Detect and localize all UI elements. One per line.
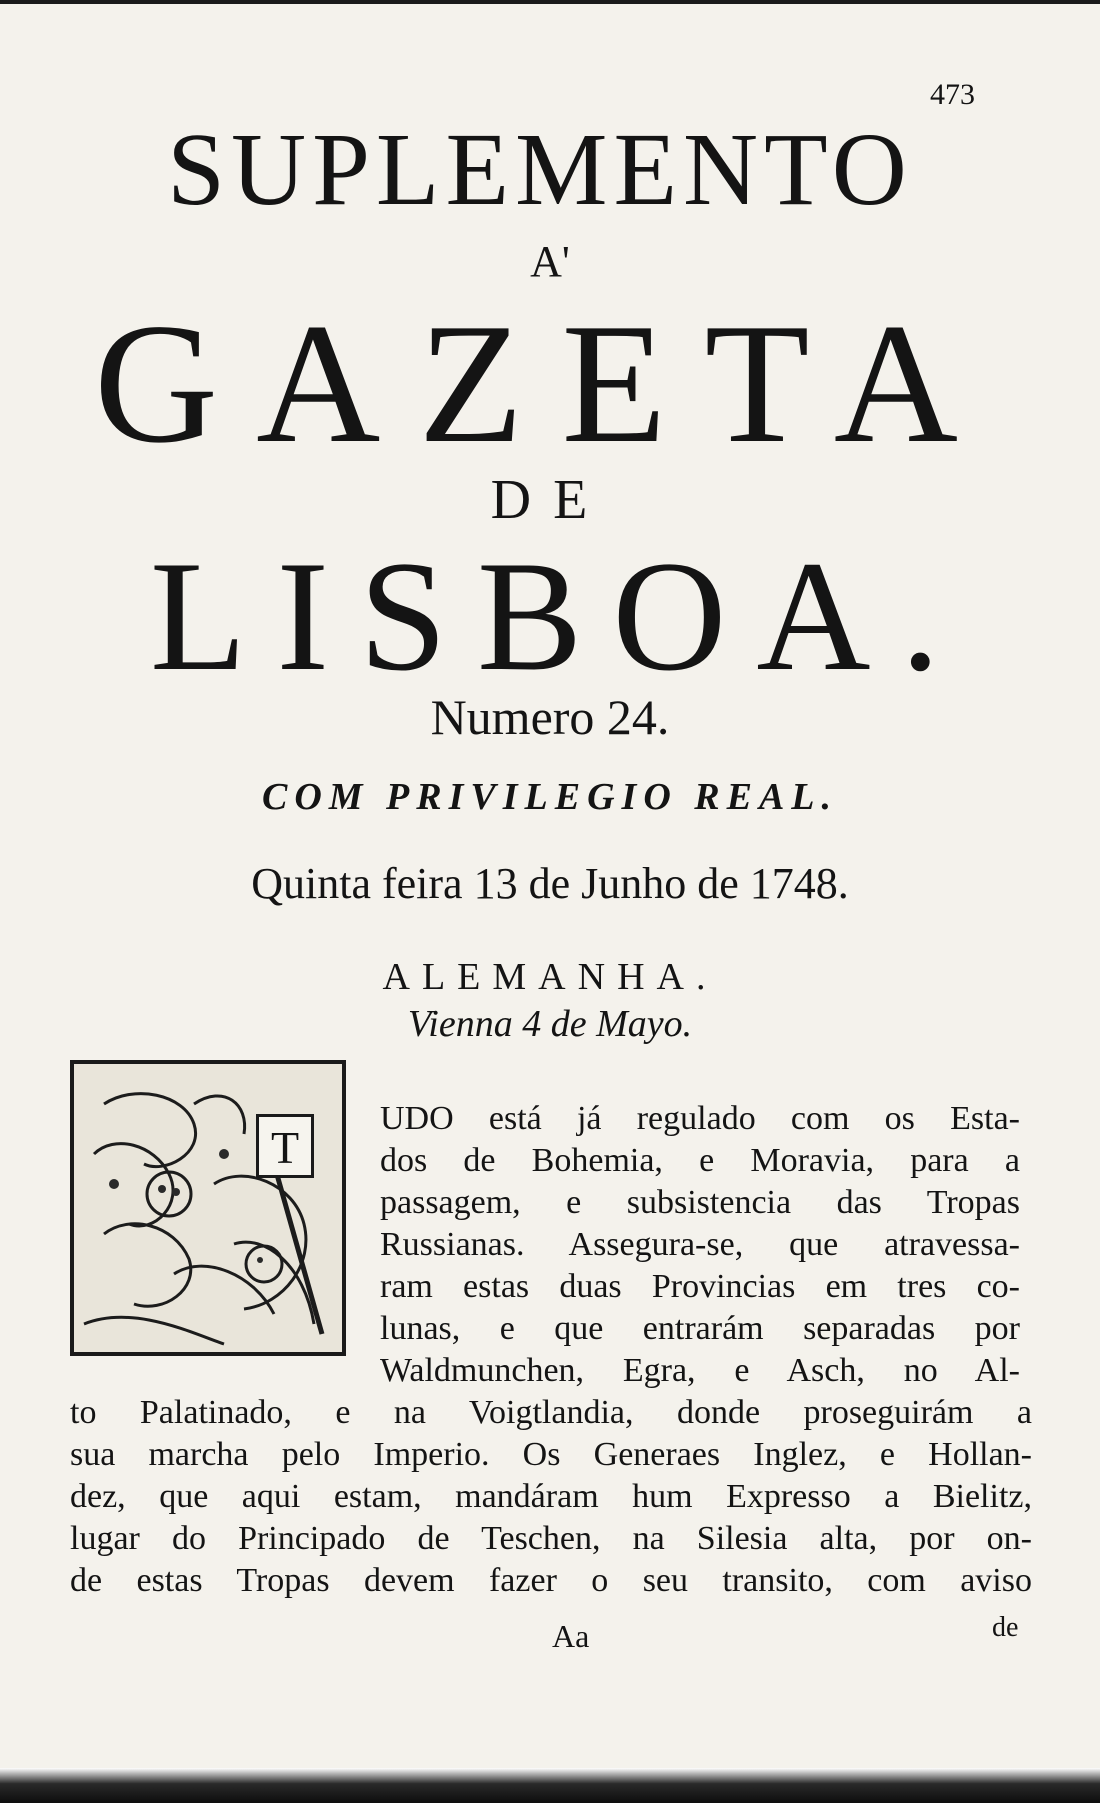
body-line: de estas Tropas devem fazer o seu transito, com aviso [70,1562,1032,1599]
body-line: UDO está já regulado com os Esta- [380,1100,1020,1137]
page-number: 473 [930,78,975,111]
decorated-initial [70,1060,346,1356]
body-line: lunas, e que entrarám separadas por [380,1310,1020,1347]
catchword: de [992,1612,1019,1643]
masthead-suplemento: SUPLEMENTO [167,112,913,227]
body-line: Russianas. Assegura-se, que atravessa- [380,1226,1020,1263]
page-bottom-edge [0,1768,1100,1803]
issue-number: Numero 24. [430,689,670,745]
body-line: Waldmunchen, Egra, e Asch, no Al- [380,1352,1020,1389]
masthead-a: A' [530,237,570,286]
masthead-gazeta: GAZETA [93,289,997,479]
body-line: dos de Bohemia, e Moravia, para a [380,1142,1020,1179]
section-heading: ALEMANHA. [382,956,718,998]
body-line: passagem, e subsistencia das Tropas [380,1184,1020,1221]
page-top-edge [0,0,1100,4]
body-line: to Palatinado, e na Voigtlandia, donde proseguirám a [70,1394,1032,1431]
initial-letter: T [256,1114,314,1178]
masthead-de: DE [490,469,610,531]
masthead-lisboa: LISBOA. [149,529,971,704]
body-line: lugar do Principado de Teschen, na Silesia alta, por on- [70,1520,1032,1557]
ornament-illustration [74,1064,342,1352]
body-line: dez, que aqui estam, mandáram hum Expresso a Bielitz, [70,1478,1032,1515]
section-dateline: Vienna 4 de Mayo. [407,1003,693,1045]
privilege-line: COM PRIVILEGIO REAL. [261,776,839,818]
body-line: sua marcha pelo Imperio. Os Generaes Inglez, e Hollan- [70,1436,1032,1473]
issue-date: Quinta feira 13 de Junho de 1748. [251,859,849,908]
signature-mark: Aa [552,1618,590,1654]
body-line: ram estas duas Provincias em tres co- [380,1268,1020,1305]
